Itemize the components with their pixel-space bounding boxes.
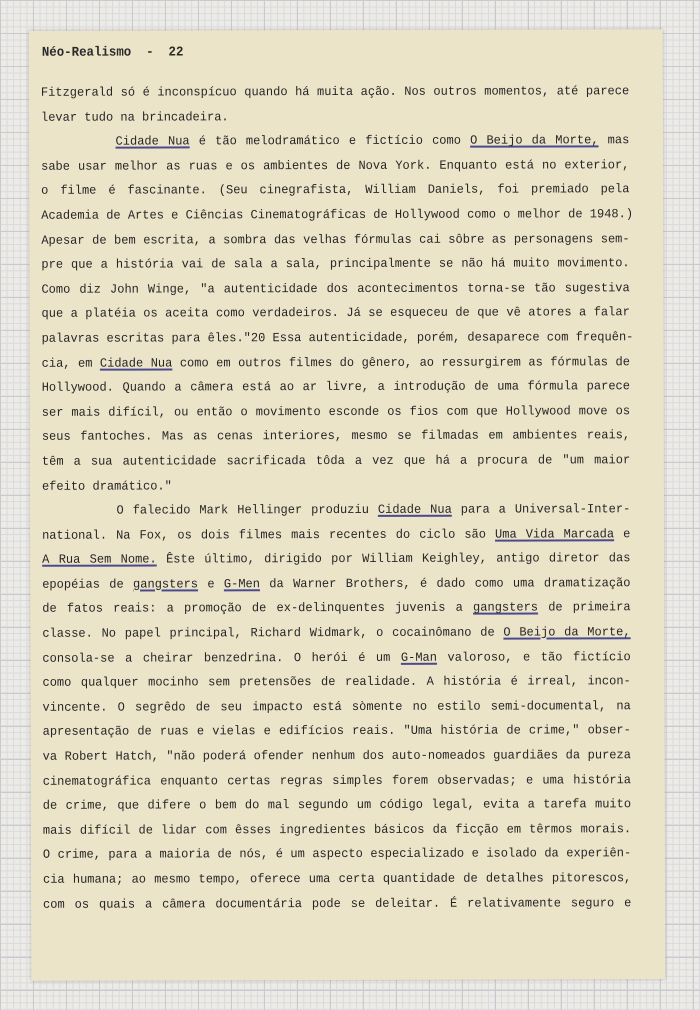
typewritten-page (29, 29, 665, 981)
text-run: mais difícil de lidar com êsses ingredientes básicos da ficção em têrmos morais. (42, 822, 632, 838)
text-line (42, 374, 630, 400)
text-line (43, 743, 631, 769)
text-line (42, 596, 630, 622)
text-run: seus fantoches. Mas as cenas interiores, mesmo se filmadas em ambientes reais, (41, 428, 631, 445)
text-run: com os quais a câmera documentária pode se deleitar. É relativamente seguro e (43, 895, 632, 912)
text-line (42, 473, 630, 499)
text-run: pre que a história vai de sala a sala, principalmente se não há muito movimento. (41, 256, 630, 272)
text-run: Hollywood. Quando a câmera está ao ar livre, a introdução de uma fórmula parece (41, 379, 630, 395)
text-line (41, 128, 629, 154)
text-run: Academia de Artes e Ciências Cinematográficas de Hollywood como o melhor de 1948.) (41, 207, 634, 223)
text-line (42, 424, 630, 450)
text-run: de primeira (538, 600, 631, 615)
text-run: apresentação de ruas e vielas e edifícios reais. "Uma história de crime," obser- (42, 723, 631, 740)
text-run: cia humana; ao mesmo tempo, oferece uma certa quantidade de detalhes pitorescos, (42, 871, 632, 887)
underlined-title: Cidade Nua (99, 355, 173, 371)
text-run: ser mais difícil, ou então o movimento esconde os fios com que Hollywood move os (41, 403, 631, 420)
underlined-title: O Beijo da Morte, (503, 625, 631, 640)
page-header: Néo-Realismo - 22 (41, 45, 184, 61)
text-line (43, 817, 631, 843)
text-run: da Warner Brothers, é dado como uma dramatização (259, 576, 631, 592)
text-run: Como diz John Winge, "a autenticidade dos acontecimentos torna-se tão sugestiva (41, 281, 630, 297)
text-run: national. Na Fox, os dois filmes mais recentes do ciclo são (42, 527, 496, 543)
text-run: consola-se a cheirar benzedrina. O herói é um (42, 650, 401, 666)
text-line (42, 522, 630, 548)
text-run: levar tudo na brincadeira. (40, 109, 229, 125)
text-run: epopéias de (42, 577, 134, 592)
text-line (41, 79, 629, 105)
text-line (43, 792, 631, 818)
text-run: é tão melodramático e fictício como (189, 133, 471, 149)
text-run: O crime, para a maioria de nós, é um aspecto especializado e isolado da experiên- (42, 846, 632, 863)
text-run: cia, em (41, 356, 100, 371)
text-line (41, 325, 634, 351)
underlined-title: Uma Vida Marcada (494, 526, 615, 542)
text-run: vincente. O segrêdo de seu impacto está sòmente no estilo semi-documental, na (42, 699, 631, 715)
text-line (42, 497, 630, 523)
text-line (43, 866, 631, 892)
text-line (41, 178, 629, 204)
underlined-title: gangsters (473, 600, 539, 616)
text-line (42, 350, 630, 376)
text-line (43, 842, 631, 868)
text-run: Fitzgerald só é inconspícuo quando há muita ação. Nos outros momentos, até parece (40, 84, 630, 100)
underlined-title: O Beijo da Morte, (470, 133, 599, 148)
text-line (42, 571, 630, 597)
text-line (41, 301, 629, 327)
text-line (42, 694, 630, 720)
text-run: e (614, 526, 631, 541)
text-run: palavras escritas para êles."20 Essa autenticidade, porém, desaparece com frequên- (41, 330, 634, 346)
body-text (41, 79, 659, 917)
text-run: como qualquer mocinho sem pretensões de realidade. A história é irreal, incon- (42, 674, 631, 691)
underlined-title: Cidade Nua (377, 502, 452, 518)
text-run: va Robert Hatch, "não poderá ofender nenhum dos auto-nomeados guardiães da pureza (42, 748, 631, 764)
text-line (41, 251, 629, 277)
text-line (42, 547, 630, 573)
text-run: O falecido Mark Hellinger produziu (116, 503, 378, 518)
text-line (42, 399, 630, 425)
text-line (41, 276, 629, 302)
text-run: de fatos reais: a promoção de ex-delinquentes juvenis a (42, 601, 474, 617)
text-run: Êste último, dirigido por William Keighley, antigo diretor das (156, 551, 631, 567)
text-run: sabe usar melhor as ruas e os ambientes de Nova York. Enquanto está no exterior, (41, 158, 630, 174)
text-line (41, 227, 629, 253)
underlined-title: Cidade Nua (115, 134, 190, 149)
text-run: de crime, que difere o bem do mal segundo um código legal, evita a tarefa muito (42, 797, 632, 814)
text-run: mas (598, 133, 630, 148)
text-run: como em outros filmes do gênero, ao ressurgirem as fórmulas de (172, 354, 630, 370)
underlined-title: gangsters (133, 577, 199, 592)
text-run: Apesar de bem escrita, a sombra das velhas fórmulas cai sôbre as personagens sem- (41, 231, 630, 248)
text-line (42, 448, 630, 474)
text-line (41, 202, 634, 228)
text-run: classe. No papel principal, Richard Widmark, o cocainômano de (42, 625, 504, 641)
text-line (42, 670, 630, 696)
text-run: que a platéia os aceita como verdadeiros. Já se esqueceu de que vê atores a falar (41, 305, 630, 322)
text-run: para a Universal-Inter- (451, 502, 631, 517)
text-line (43, 768, 631, 794)
text-line (42, 645, 630, 671)
text-run: têm a sua autenticidade sacrificada tôda a vez que há a procura de "um maior (41, 453, 631, 469)
text-line (43, 719, 631, 745)
text-run: valoroso, e tão fictício (436, 649, 631, 665)
text-run: cinematográfica enquanto certas regras simples forem observadas; e uma história (42, 772, 632, 789)
text-run: e (197, 577, 224, 592)
underlined-title: A Rua Sem Nome. (42, 552, 157, 568)
text-line (41, 153, 629, 179)
text-line (43, 891, 631, 917)
underlined-title: G-Men (223, 577, 260, 592)
underlined-title: G-Man (400, 650, 438, 665)
text-run: efeito dramático." (41, 478, 172, 494)
text-run: o filme é fascinante. (Seu cinegrafista, William Daniels, foi premiado pela (41, 182, 630, 199)
text-line (42, 620, 630, 646)
text-line (41, 104, 629, 130)
